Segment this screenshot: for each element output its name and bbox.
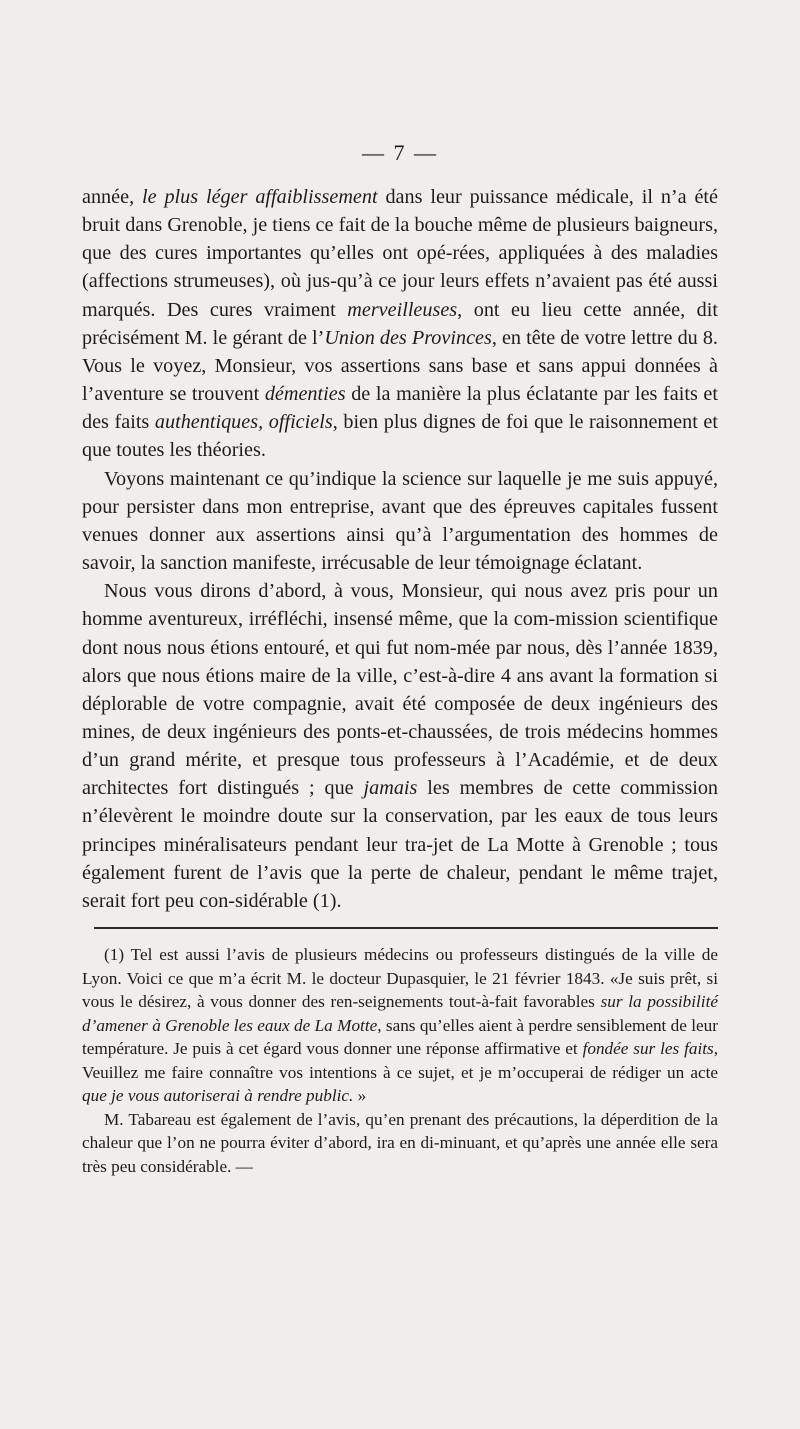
- footnote-divider: [94, 927, 718, 929]
- italic-phrase: démenties: [264, 383, 346, 406]
- footnote-1: [82, 943, 718, 1108]
- text-run: »: [353, 1086, 367, 1105]
- paragraph-2: [82, 465, 718, 578]
- text-run: , bien plus dignes de foi que le raisonnement et que toutes les théories.: [82, 411, 718, 462]
- text-run: M. Tabareau est également de l’avis, qu’en prenant des précautions, la déperdition de la chaleur que l’on ne pourra éviter d’abord, ira en di-minuant, et qu’après une année elle sera très peu considérable. —: [82, 1109, 718, 1176]
- italic-phrase: le plus léger affaiblissement: [142, 186, 378, 208]
- paragraph-3: [82, 577, 718, 915]
- italic-phrase: que je vous autoriserai à rendre public.: [82, 1086, 354, 1105]
- italic-phrase: merveilleuses: [347, 298, 458, 321]
- text-run: (1) Tel est aussi l’avis de plusieurs médecins ou professeurs distingués de la ville de Lyon. Voici ce que m’a écrit M. le docteur Dupasquier, le 21 février 1843. «Je suis prêt, si vous le désirez, à vous donner des ren-seignements tout-à-fait favorables: [82, 945, 718, 1011]
- text-run: Voyons maintenant ce qu’indique la science sur laquelle je me suis appuyé, pour persister dans mon entreprise, avant que des épreuves capitales fussent venues donner aux assertions ainsi qu’à l’argumentation des hommes de savoir, la sanction manifeste, irrécusable de leur témoignage éclatant.: [82, 467, 718, 575]
- paragraph-1: [82, 183, 718, 465]
- italic-phrase: jamais: [363, 777, 418, 800]
- italic-phrase: authentiques, officiels: [154, 411, 333, 434]
- text-run: de la manière la plus éclatante par les faits et des faits: [82, 383, 718, 434]
- text-run: les membres de cette commission n’élevèrent le moindre doute sur la conservation, par les eaux de tous leurs principes minéralisateurs pendant leur tra-jet de La Motte à Grenoble ; tous également furent de l’avis que la perte de chaleur, pendant le même trajet, serait fort peu con-sidérable (1).: [82, 777, 719, 912]
- text-run: , ont eu lieu cette année, dit précisément M. le gérant de l’: [82, 298, 718, 349]
- italic-phrase: sur la possibilité d’amener à Grenoble les eaux de La Motte: [82, 992, 718, 1035]
- italic-phrase: Union des Provinces: [324, 326, 492, 349]
- text-run: Nous vous dirons d’abord, à vous, Monsieur, qui nous avez pris pour un homme aventureux, irréfléchi, insensé même, que la com-mission scientifique dont nous nous étions entouré, et qui fut nom-mée par nous, dès l’année 1839, alors que nous étions maire de la ville, c’est-à-dire 4 ans avant la formation si déplorable de votre compagnie, avait été composée de deux ingénieurs des mines, de deux ingénieurs des ponts-et-chaussées, de trois médecins hommes d’un grand mérite, et presque tous professeurs à l’Académie, et de deux architectes fort distingués ; que: [82, 580, 718, 800]
- text-run: année,: [82, 186, 142, 208]
- text-run: dans leur puissance médicale, il n’a été bruit dans Grenoble, je tiens ce fait de la bouche même de plusieurs baigneurs, que des cures importantes qu’elles ont opé-rées, appliquées à des maladies (affections strumeuses), où jus-qu’à ce jour leurs effets n’avaient pas été aussi marqués. Des cures vraiment: [82, 186, 718, 321]
- footnotes: [82, 943, 718, 1178]
- text-run: , Veuillez me faire connaître vos intentions à ce sujet, et je m’occuperai de rédiger un acte: [82, 1039, 718, 1082]
- page-number: — 7 —: [362, 140, 438, 165]
- footnote-2: [82, 1108, 718, 1179]
- italic-phrase: fondée sur les faits: [582, 1039, 714, 1058]
- main-text: [82, 183, 718, 915]
- text-run: , sans qu’elles aient à perdre sensiblement de leur température. Je puis à cet égard vous donner une réponse affirmative et: [82, 1015, 718, 1058]
- text-run: , en tête de votre lettre du 8. Vous le voyez, Monsieur, vos assertions sans base et sans appui données à l’aventure se trouvent: [82, 326, 718, 406]
